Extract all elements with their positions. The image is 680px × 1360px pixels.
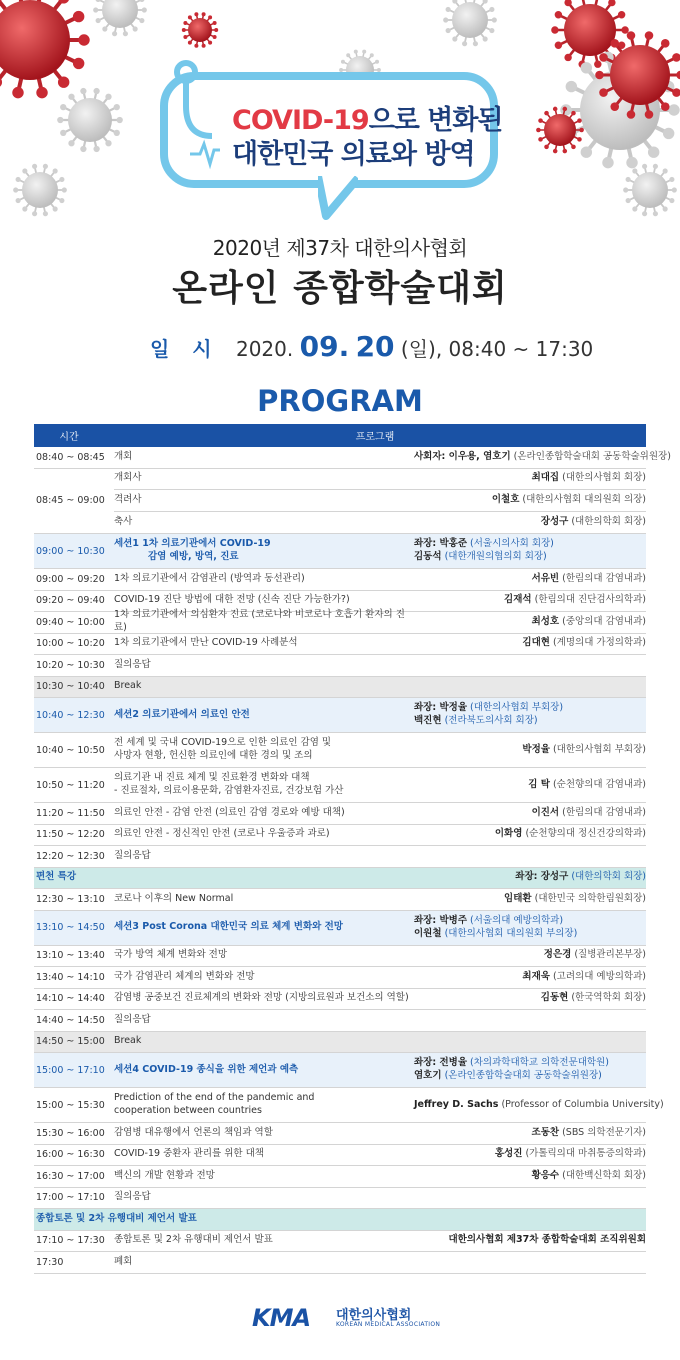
virus-icon (57, 88, 123, 152)
table-row (34, 569, 646, 591)
time-cell: 09:00 ~ 09:20 (36, 573, 105, 585)
speaker-cell: 최성호 (중앙의대 감염내과) (531, 615, 646, 627)
time-cell: 10:00 ~ 10:20 (36, 638, 105, 650)
header-time: 시간 (59, 432, 79, 443)
program-cell: 1차 의료기관에서 의심환자 진료 (코로나와 비코로나 호흡기 환자의 진료) (114, 609, 405, 634)
time-cell: 14:40 ~ 14:50 (36, 1014, 105, 1026)
speaker-cell: 좌장: 박정율 (대한의사협회 부회장) 백진현 (전라북도의사회 회장) (414, 702, 564, 726)
table-row (34, 1088, 664, 1123)
table-row (34, 868, 646, 890)
table-row (114, 512, 646, 534)
speaker-cell: 좌장: 박홍준 (서울시의사회 회장) 김동석 (대한개원의협의회 회장) (414, 538, 554, 562)
table-row (114, 490, 646, 512)
speaker-cell: 황응수 (대한백신학회 회장) (531, 1169, 646, 1181)
speaker-cell: 김동현 (한국역학회 회장) (540, 992, 646, 1004)
speaker-cell: 조동찬 (SBS 의학전문기자) (531, 1126, 646, 1138)
speaker-cell: Jeffrey D. Sachs (Professor of Columbia University) (414, 1098, 664, 1110)
speaker-cell: 서유빈 (한림의대 감염내과) (531, 572, 646, 584)
header-program: 프로그램 (355, 432, 395, 443)
speaker-cell: 대한의사협회 제37차 종합학술대회 조직위원회 (448, 1234, 646, 1246)
time-cell: 10:50 ~ 11:20 (36, 779, 105, 791)
program-cell: Break (114, 680, 142, 692)
event-subtitle: 2020년 제37차 대한의사협회 (212, 236, 468, 260)
opening-ceremony-group (34, 469, 646, 535)
speaker-cell: 임태환 (대한민국 의학한림원회장) (504, 892, 646, 904)
program-heading: PROGRAM (257, 384, 423, 418)
program-cell: 1차 의료기관에서 만난 COVID-19 사례분석 (114, 637, 298, 649)
time-cell: 16:00 ~ 16:30 (36, 1149, 105, 1161)
time-cell: 15:00 ~ 15:30 (36, 1099, 105, 1111)
program-cell: 격려사 (114, 493, 142, 505)
section-banner: 편천 특강 (36, 871, 77, 883)
speaker-cell: 사회자: 이우용, 염호기 (온라인종합학술대회 공동학술위원장) (414, 450, 671, 462)
program-cell: 의료인 안전 - 정신적인 안전 (코로나 우울증과 과로) (114, 828, 330, 840)
footer-logo (252, 1304, 452, 1334)
virus-icon (0, 0, 90, 98)
time-cell: 09:00 ~ 10:30 (36, 545, 105, 557)
speaker-cell: 좌장: 박병주 (서울의대 예방의학과) 이원철 (대한의사협회 대의원회 부의장) (414, 914, 578, 939)
speaker-cell: 박정율 (대한의사협회 부회장) (522, 743, 646, 755)
program-cell: 질의응답 (114, 658, 151, 670)
hero-title-line1: COVID-19으로 변화된 (232, 105, 503, 136)
time-cell: 15:30 ~ 16:00 (36, 1127, 105, 1139)
program-cell: 개회사 (114, 472, 142, 484)
time-cell: 11:50 ~ 12:20 (36, 829, 105, 841)
table-row (34, 609, 646, 634)
time-cell: 09:20 ~ 09:40 (36, 595, 105, 607)
table-row (34, 655, 646, 677)
virus-icon (623, 164, 677, 217)
program-cell: Break (114, 1035, 142, 1047)
table-row (34, 889, 646, 911)
time-cell: 15:00 ~ 17:10 (36, 1064, 105, 1076)
program-cell: 백신의 개발 현황과 전망 (114, 1169, 215, 1181)
table-row (34, 1123, 646, 1145)
program-cell: 질의응답 (114, 1191, 151, 1203)
table-row (34, 447, 671, 469)
table-row (34, 733, 646, 768)
table-row (34, 1252, 646, 1274)
time-cell: 08:45 ~ 09:00 (36, 495, 105, 507)
table-row (34, 967, 646, 989)
date-label: 일 시 (150, 337, 220, 361)
table-row (34, 911, 646, 946)
time-cell: 17:00 ~ 17:10 (36, 1192, 105, 1204)
program-cell: 종합토론 및 2차 유행대비 제언서 발표 (114, 1234, 273, 1246)
program-cell: 세션1 1차 의료기관에서 COVID-19 감염 예방, 방역, 진료 (114, 538, 271, 562)
speaker-cell: 장성구 (대한의학회 회장) (540, 515, 646, 527)
program-cell: 의료인 안전 - 감염 안전 (의료인 감염 경로와 예방 대책) (114, 806, 345, 818)
program-cell: 코로나 이후의 New Normal (114, 892, 234, 904)
table-row (114, 469, 646, 491)
table-header (34, 424, 646, 447)
time-cell: 10:30 ~ 10:40 (36, 681, 105, 693)
program-cell: Prediction of the end of the pandemic and cooperation between countries (114, 1092, 315, 1116)
table-row (34, 1231, 646, 1253)
program-cell: 폐회 (114, 1255, 133, 1267)
program-cell: 국가 방역 체계 변화와 전망 (114, 949, 228, 961)
kma-name: 대한의사협회 (336, 1308, 412, 1323)
program-cell: 질의응답 (114, 1013, 151, 1025)
program-cell: COVID-19 진단 방법에 대한 전망 (신속 진단 가능한가?) (114, 594, 350, 606)
table-row (34, 698, 646, 733)
program-cell: 개회 (114, 450, 133, 462)
time-cell: 10:20 ~ 10:30 (36, 659, 105, 671)
table-row (34, 946, 646, 968)
program-cell: 세션2 의료기관에서 의료인 안전 (114, 708, 250, 720)
speaker-cell: 이진서 (한림의대 감염내과) (531, 806, 646, 818)
speech-bubble-tail (318, 176, 358, 220)
virus-icon (13, 164, 67, 217)
virus-icon (536, 107, 584, 154)
time-cell: 13:40 ~ 14:10 (36, 971, 105, 983)
time-cell: 14:10 ~ 14:40 (36, 993, 105, 1005)
program-cell: 감염병 대유행에서 언론의 책임과 역할 (114, 1126, 273, 1138)
time-cell: 17:30 (36, 1256, 64, 1268)
hero-banner (0, 0, 680, 250)
program-cell: 국가 감염관리 체계의 변화와 전망 (114, 970, 255, 982)
table-row (34, 1188, 646, 1210)
table-row (34, 1032, 646, 1054)
table-row (34, 534, 646, 569)
program-cell: 전 세계 및 국내 COVID-19으로 인한 의료인 감염 및 사망자 현황, 헌신한 의료인에 대한 경의 및 조의 (114, 737, 332, 761)
table-row (34, 1053, 646, 1088)
table-row (34, 634, 646, 656)
speaker-cell: 좌장: 장성구 (대한의학회 회장) (515, 871, 646, 883)
table-row (34, 846, 646, 868)
table-row (34, 989, 646, 1011)
time-cell: 17:10 ~ 17:30 (36, 1235, 105, 1247)
section-banner: 종합토론 및 2차 유행대비 제언서 발표 (36, 1212, 197, 1224)
table-row (34, 1209, 646, 1231)
speaker-cell: 좌장: 전병율 (차의과학대학교 의학전문대학원) 염호기 (온라인종합학술대회 공동학술위원장) (414, 1057, 609, 1081)
time-cell: 08:40 ~ 08:45 (36, 451, 105, 463)
time-cell: 13:10 ~ 13:40 (36, 950, 105, 962)
speaker-cell: 김재석 (한림의대 진단검사의학과) (504, 594, 646, 606)
time-cell: 09:40 ~ 10:00 (36, 616, 105, 628)
table-row (34, 1010, 646, 1032)
table-row (34, 825, 646, 847)
speaker-cell: 최대집 (대한의사협회 회장) (531, 472, 646, 484)
speaker-cell: 김대현 (계명의대 가정의학과) (522, 637, 646, 649)
program-cell: 의료기관 내 진료 체계 및 진료환경 변화와 대책 - 진료절차, 의료이용문화, 감염환자진료, 건강보험 가산 (114, 772, 344, 796)
event-date: 일 시 2020. 09. 20 (일), 08:40 ~ 17:30 (150, 330, 594, 363)
table-row (34, 1145, 646, 1167)
speaker-cell: 이철호 (대한의사협회 대의원회 의장) (491, 493, 646, 505)
speaker-cell: 이화영 (순천향의대 정신건강의학과) (494, 828, 646, 840)
time-cell: 10:40 ~ 10:50 (36, 744, 105, 756)
time-cell: 10:40 ~ 12:30 (36, 709, 105, 721)
time-cell: 13:10 ~ 14:50 (36, 922, 105, 933)
hero-title-line2: 대한민국 의료와 방역 (232, 139, 475, 170)
table-row (34, 768, 646, 803)
time-cell: 12:30 ~ 13:10 (36, 893, 105, 905)
table-row (34, 1166, 646, 1188)
kma-subname: KOREAN MEDICAL ASSOCIATION (336, 1321, 441, 1328)
table-row (34, 677, 646, 699)
time-cell: 12:20 ~ 12:30 (36, 850, 105, 862)
event-title: 온라인 종합학술대회 (172, 268, 508, 309)
table-row (34, 803, 646, 825)
program-cell: 감염병 공중보건 진료체계의 변화와 전망 (지방의료원과 보건소의 역할) (114, 992, 409, 1004)
speaker-cell: 정은경 (질병관리본부장) (543, 949, 646, 961)
time-cell: 11:20 ~ 11:50 (36, 807, 105, 819)
speaker-cell: 홍성진 (가톨릭의대 마취통증의학과) (494, 1148, 646, 1160)
time-cell: 14:50 ~ 15:00 (36, 1036, 105, 1048)
speaker-cell: 김 탁 (순천향의대 감염내과) (528, 778, 646, 790)
program-cell: 1차 의료기관에서 감염관리 (방역과 동선관리) (114, 572, 305, 584)
kma-logo: KMA (252, 1304, 311, 1332)
program-cell: 세션4 COVID-19 종식을 위한 제언과 예측 (114, 1063, 299, 1075)
virus-icon (443, 0, 497, 46)
virus-icon (93, 0, 147, 36)
program-table (34, 424, 671, 1274)
speaker-cell: 최재욱 (고려의대 예방의학과) (522, 970, 646, 982)
program-cell: 축사 (114, 515, 133, 527)
virus-icon (182, 12, 218, 48)
program-cell: 질의응답 (114, 849, 151, 861)
table-body (34, 447, 671, 1274)
time-cell: 16:30 ~ 17:00 (36, 1170, 105, 1182)
program-cell: COVID-19 중환자 관리를 위한 대책 (114, 1148, 264, 1160)
program-cell: 세션3 Post Corona 대한민국 의료 체계 변화와 전망 (114, 921, 343, 933)
opening-subrows (114, 469, 646, 534)
